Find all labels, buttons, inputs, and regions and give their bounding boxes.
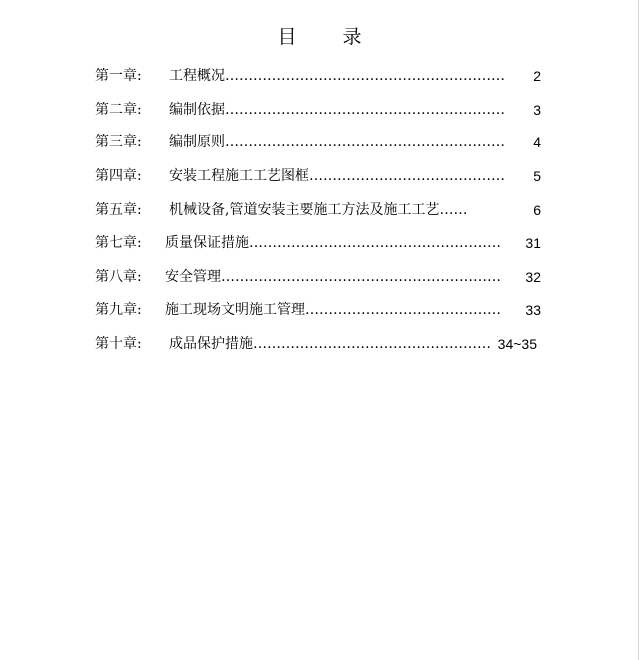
page-title: [0, 22, 639, 49]
toc-entry-title: 施工现场文明施工管理……………………………………: [165, 302, 501, 318]
toc-chapter-label: 第九章:: [95, 302, 142, 318]
toc-chapter-label: 第三章:: [95, 134, 142, 150]
toc-chapter-label: 第七章:: [95, 235, 142, 251]
toc-page-number: 32: [525, 269, 541, 285]
toc-entry-title: 质量保证措施………………………………………………: [165, 235, 501, 251]
toc-chapter-label: 第四章:: [95, 168, 142, 184]
toc-page-number: 31: [525, 235, 541, 251]
toc-chapter-label: 第八章:: [95, 269, 142, 285]
toc-entry-title: 编制依据……………………………………………………: [169, 102, 505, 118]
toc-chapter-label: 第一章:: [95, 68, 142, 84]
toc-chapter-label: 第二章:: [95, 102, 142, 118]
toc-entry: [95, 100, 555, 120]
toc-entry: [95, 132, 555, 152]
toc-chapter-label: 第五章:: [95, 202, 142, 218]
toc-page-number: 5: [533, 168, 541, 184]
title-char-2: 录: [342, 26, 362, 48]
toc-entry-title: 机械设备,管道安装主要施工方法及施工工艺……: [169, 202, 468, 218]
title-char-1: 目: [277, 26, 297, 48]
toc-entry-title: 成品保护措施……………………………………………: [169, 336, 491, 352]
toc-page-number: 3: [533, 102, 541, 118]
toc-page-number: 2: [533, 68, 541, 84]
toc-entry: [95, 300, 555, 320]
toc-entry: [95, 334, 555, 354]
toc-entry: [95, 233, 555, 253]
toc-entry: [95, 166, 555, 186]
toc-entry-title: 安装工程施工工艺图框……………………………………: [169, 168, 505, 184]
toc-entry-title: 编制原则……………………………………………………: [169, 134, 505, 150]
toc-entry: [95, 66, 555, 86]
toc-entry: [95, 267, 555, 287]
toc-page-number: 33: [525, 302, 541, 318]
toc-page-number: 4: [533, 134, 541, 150]
toc-chapter-label: 第十章:: [95, 336, 142, 352]
toc-page-number: 6: [533, 202, 541, 218]
toc-entry-title: 工程概况……………………………………………………: [169, 68, 505, 84]
toc-entry: [95, 200, 555, 220]
toc-entry-title: 安全管理……………………………………………………: [165, 269, 501, 285]
toc-page-number: 34~35: [497, 336, 537, 352]
